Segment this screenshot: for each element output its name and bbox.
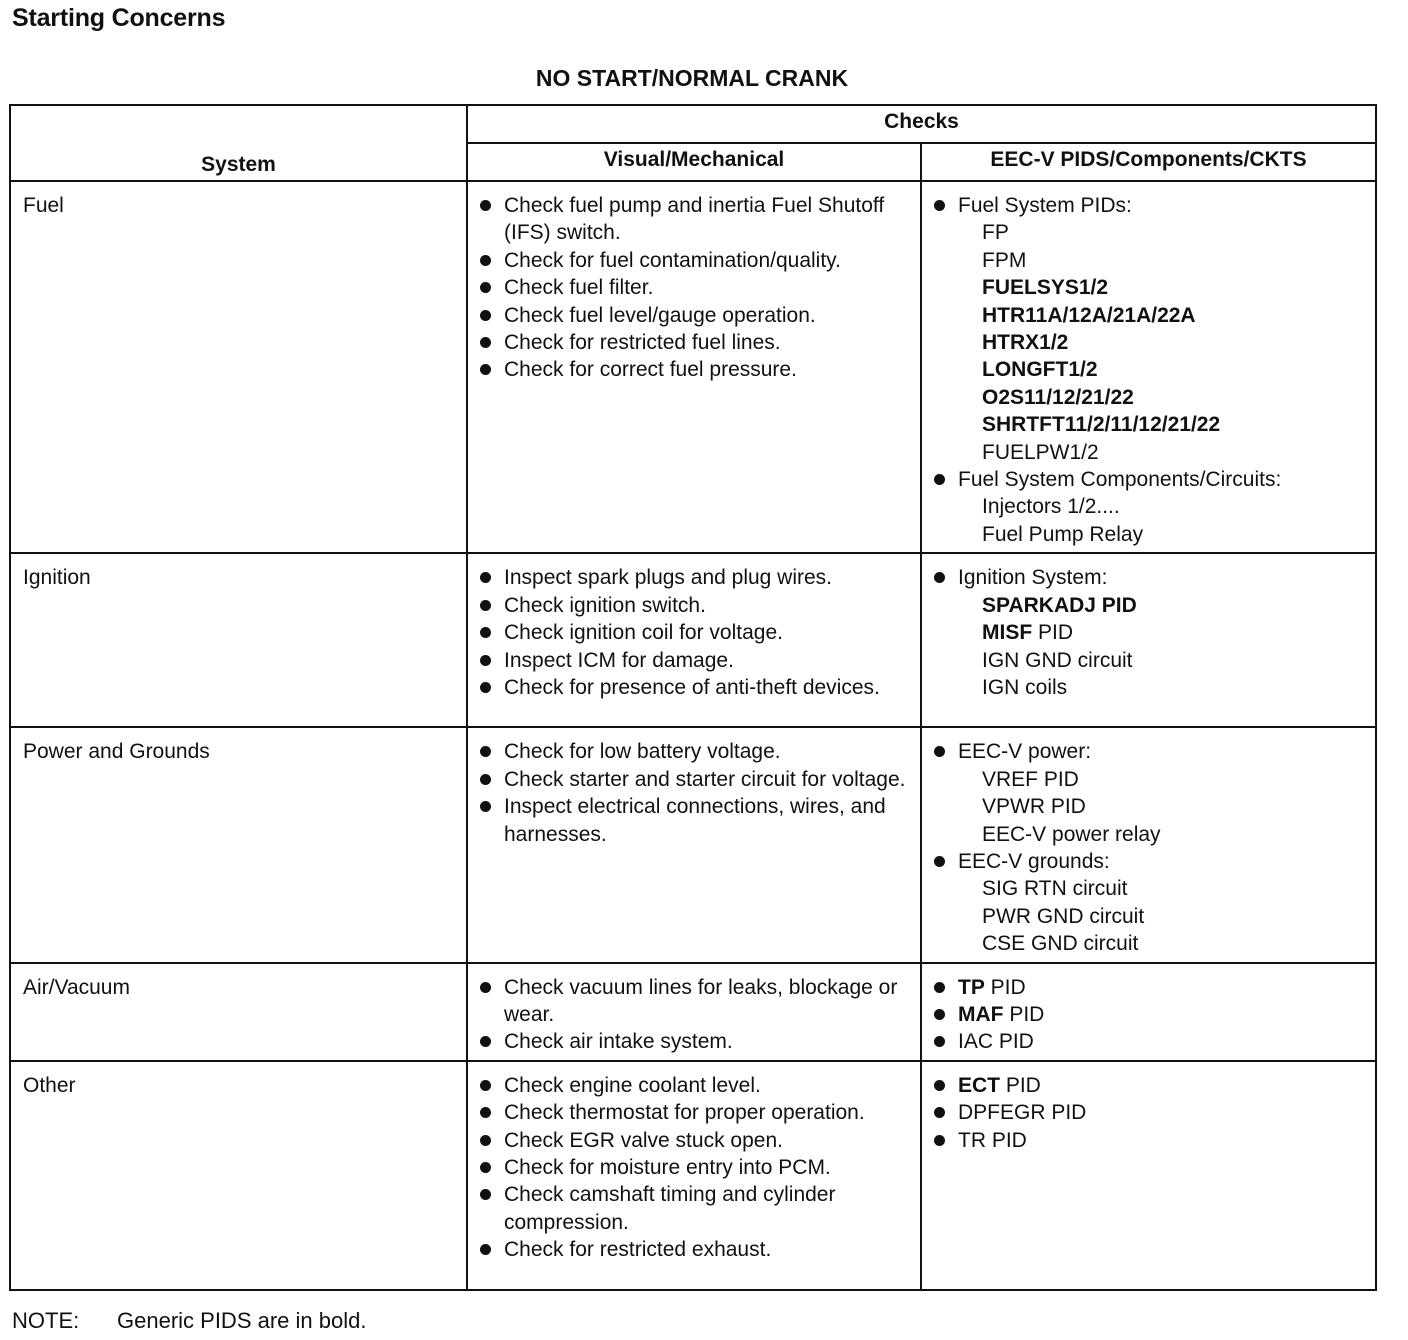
pid-bullet	[932, 1127, 1367, 1154]
pid-bullet	[932, 1028, 1367, 1055]
eec-pids-header: EEC-V PIDS/Components/CKTS	[921, 143, 1376, 181]
eec-checks-cell	[921, 181, 1376, 553]
component-item	[982, 674, 1367, 701]
pid-generic-name: MAF	[958, 1002, 1004, 1026]
pid-item: VPWR PID	[982, 795, 1086, 819]
table-row-other	[10, 1061, 1376, 1290]
eec-group-label: EEC-V grounds:	[958, 849, 1110, 873]
system-cell: Fuel	[10, 181, 467, 553]
check-item: Check EGR valve stuck open.	[478, 1127, 912, 1154]
pid-generic-name: TP	[958, 975, 985, 999]
system-cell: Ignition	[10, 553, 467, 727]
pid-bullet	[932, 1001, 1367, 1028]
pid-bullet	[932, 1099, 1367, 1126]
eec-checks-cell	[921, 727, 1376, 962]
pid-item: VREF PID	[982, 767, 1079, 791]
pid-item	[982, 619, 1367, 646]
pid-suffix: PID	[1000, 1073, 1041, 1097]
eec-group	[932, 848, 1367, 875]
checks-column-header: Checks	[467, 105, 1376, 143]
eec-group-label: Ignition System:	[958, 566, 1108, 590]
check-item: Check fuel level/gauge operation.	[478, 302, 912, 329]
check-item: Check air intake system.	[478, 1028, 912, 1055]
note-label: NOTE:	[12, 1308, 80, 1333]
pid-item-generic: HTR11A/12A/21A/22A	[982, 303, 1196, 327]
pid-generic-name: ECT	[958, 1073, 1000, 1097]
pid-item: FPM	[982, 248, 1027, 272]
system-cell: Air/Vacuum	[10, 963, 467, 1061]
check-item: Check ignition switch.	[478, 592, 912, 619]
visual-checks-cell	[467, 1061, 921, 1290]
component-item: SIG RTN circuit	[982, 877, 1128, 901]
visual-checks-cell	[467, 553, 921, 727]
footnote	[12, 1308, 366, 1334]
pid-suffix: IGN GND circuit	[982, 648, 1133, 672]
check-item: Check vacuum lines for leaks, blockage or wear.	[478, 974, 912, 1029]
check-item: Check fuel pump and inertia Fuel Shutoff (IFS) switch.	[478, 192, 912, 247]
pid-bullet	[932, 974, 1367, 1001]
pid-item-generic: SHRTFT11/2/11/12/21/22	[982, 413, 1221, 437]
check-item: Inspect electrical connections, wires, and harnesses.	[478, 793, 912, 848]
check-item: Check thermostat for proper operation.	[478, 1099, 912, 1126]
component-item: Fuel Pump Relay	[982, 522, 1144, 546]
system-cell: Other	[10, 1061, 467, 1290]
pid-generic-name: MISF	[982, 621, 1033, 645]
eec-checks-cell	[921, 1061, 1376, 1290]
pid-suffix: DPFEGR PID	[958, 1101, 1087, 1125]
pid-item-generic: O2S11/12/21/22	[982, 385, 1134, 409]
pid-suffix: IGN coils	[982, 675, 1068, 699]
check-item: Check ignition coil for voltage.	[478, 619, 912, 646]
component-item: CSE GND circuit	[982, 932, 1139, 956]
starting-concerns-table	[9, 104, 1377, 1291]
check-item: Check for restricted fuel lines.	[478, 329, 912, 356]
eec-group	[932, 738, 1367, 765]
eec-group-label: Fuel System Components/Circuits:	[958, 468, 1282, 492]
table-row-air-vacuum	[10, 963, 1376, 1061]
visual-checks-cell	[467, 181, 921, 553]
check-item: Check for correct fuel pressure.	[478, 356, 912, 383]
check-item: Check camshaft timing and cylinder compression.	[478, 1181, 912, 1236]
eec-group	[932, 466, 1367, 493]
check-item: Check for presence of anti-theft devices.	[478, 674, 912, 701]
eec-group	[932, 192, 1367, 219]
pid-suffix: TR PID	[958, 1128, 1027, 1152]
check-item: Check for fuel contamination/quality.	[478, 247, 912, 274]
table-row-power-grounds	[10, 727, 1376, 962]
table-row-fuel	[10, 181, 1376, 553]
system-cell: Power and Grounds	[10, 727, 467, 962]
check-item: Check for low battery voltage.	[478, 738, 912, 765]
pid-suffix: PID	[1003, 1002, 1045, 1026]
visual-checks-cell	[467, 963, 921, 1061]
check-item: Check for moisture entry into PCM.	[478, 1154, 912, 1181]
check-item: Check starter and starter circuit for voltage.	[478, 766, 912, 793]
pid-item: FUELPW1/2	[982, 440, 1099, 464]
pid-suffix: IAC PID	[958, 1030, 1034, 1054]
eec-group-label: EEC-V power:	[958, 740, 1092, 764]
check-item: Check engine coolant level.	[478, 1072, 912, 1099]
check-item: Inspect ICM for damage.	[478, 647, 912, 674]
visual-checks-cell	[467, 727, 921, 962]
table-row-ignition	[10, 553, 1376, 727]
component-item: Injectors 1/2....	[982, 495, 1120, 519]
pid-item-generic: FUELSYS1/2	[982, 276, 1109, 300]
pid-generic-name: SPARKADJ PID	[982, 593, 1137, 617]
check-item: Check fuel filter.	[478, 274, 912, 301]
component-item: EEC-V power relay	[982, 822, 1161, 846]
system-column-header: System	[10, 105, 467, 181]
note-text: Generic PIDS are in bold.	[117, 1308, 367, 1333]
check-item: Check for restricted exhaust.	[478, 1236, 912, 1263]
page-heading: Starting Concerns	[12, 4, 226, 32]
eec-checks-cell	[921, 963, 1376, 1061]
pid-bullet	[932, 1072, 1367, 1099]
pid-item-generic: HTRX1/2	[982, 331, 1069, 355]
check-item: Inspect spark plugs and plug wires.	[478, 564, 912, 591]
eec-group-label: Fuel System PIDs:	[958, 194, 1132, 217]
component-item: PWR GND circuit	[982, 904, 1145, 928]
eec-checks-cell	[921, 553, 1376, 727]
pid-suffix: PID	[984, 975, 1026, 999]
eec-group	[932, 564, 1367, 591]
table-title: NO START/NORMAL CRANK	[535, 65, 849, 91]
pid-item: FP	[982, 221, 1009, 245]
component-item	[982, 647, 1367, 674]
pid-item-generic: LONGFT1/2	[982, 358, 1098, 382]
pid-item	[982, 592, 1367, 619]
visual-mechanical-header: Visual/Mechanical	[467, 143, 921, 181]
pid-suffix: PID	[1032, 621, 1074, 645]
